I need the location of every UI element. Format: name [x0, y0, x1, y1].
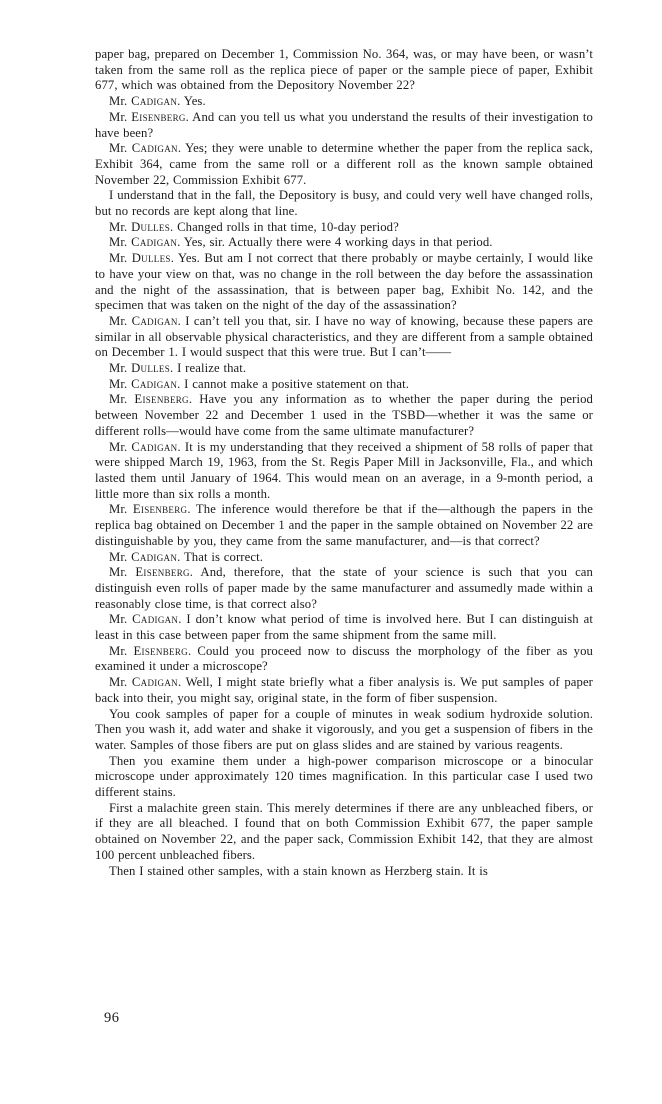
paragraph: I understand that in the fall, the Depository is busy, and could very well have changed rolls, but no records are kept along that line.: [95, 188, 593, 219]
paragraph: First a malachite green stain. This merely determines if there are any unbleached fibers, or if they are all bleached. I found that on both Commission Exhibit 677, the paper sample obtained on November 22, and the paper sack, Commission Exhibit 142, that they are almost 100 percent unbleached fibers.: [95, 800, 593, 862]
paragraph: Mr. Cadigan. I cannot make a positive statement on that.: [109, 376, 410, 391]
paragraph: Mr. Cadigan. It is my understanding that they received a shipment of 58 rolls of paper that were shipped March 19, 1963, from the St. Regis Paper Mill in Jacksonville, Fla., and which lasted them until January of 1964. This would mean on an average, in a 9-month period, a little more than six rolls a month.: [95, 439, 593, 501]
paragraph: Mr. Eisenberg. And, therefore, that the state of your science is such that you can distinguish even rolls of paper made by the same manufacturer and assumedly made within a reasonably close time, is that correct also?: [95, 565, 593, 611]
paragraph: Mr. Dulles. I realize that.: [109, 361, 247, 376]
speaker-name: Cadigan: [131, 313, 178, 328]
paragraph: Mr. Eisenberg. And can you tell us what you understand the results of their investigation to have been?: [95, 109, 593, 140]
paragraph: paper bag, prepared on December 1, Commission No. 364, was, or may have been, or wasn’t taken from the same roll as the replica piece of paper or the sample piece of paper, Exhibit 677, which was obtained from the Depository November 22?: [95, 47, 593, 93]
speaker-name: Eisenberg: [133, 643, 188, 658]
paragraph: You cook samples of paper for a couple of minutes in weak sodium hydroxide solution. Then you wash it, add water and shake it vigorously, and you get a suspension of fibers in the water. Samples of those fibers are put on glass slides and are stained by various reagents.: [95, 706, 593, 752]
paragraph: Mr. Cadigan. That is correct.: [109, 549, 263, 564]
paragraph: Mr. Eisenberg. Could you proceed now to discuss the morphology of the fiber as you examined it under a microscope?: [95, 643, 593, 674]
speaker-name: Cadigan: [131, 235, 178, 250]
paragraph: Mr. Dulles. Changed rolls in that time, 10-day period?: [109, 219, 399, 234]
paragraph: Mr. Dulles. Yes. But am I not correct that there probably or maybe certainly, I would like to have your view on that, was no change in the roll between the day before the assassination and the night of the assassination, that is between paper bag, Exhibit No. 142, and the specimen that was taken on the night of the day of the assassination?: [95, 251, 593, 313]
speaker-name: Cadigan: [132, 612, 179, 627]
paragraph: Mr. Cadigan. Yes.: [109, 94, 206, 109]
page-text: [95, 47, 593, 879]
speaker-name: Cadigan: [131, 549, 178, 564]
page-number: 96: [104, 1010, 120, 1026]
paragraph: Mr. Cadigan. Yes; they were unable to determine whether the paper from the replica sack, Exhibit 364, came from the same roll or a different roll as the known sample obtained November 22, Commission Exhibit 677.: [95, 141, 593, 187]
speaker-name: Eisenberg: [132, 502, 188, 517]
speaker-name: Cadigan: [131, 376, 178, 391]
paragraph: Mr. Cadigan. I don’t know what period of time is involved here. But I can distinguish at least in this case between paper from the same shipment from the same mill.: [95, 612, 593, 643]
paragraph: Then I stained other samples, with a stain known as Herzberg stain. It is: [109, 863, 488, 878]
speaker-name: Dulles: [131, 219, 171, 234]
speaker-name: Dulles: [131, 251, 171, 266]
speaker-name: Cadigan: [131, 439, 178, 454]
paragraph: Mr. Cadigan. Well, I might state briefly what a fiber analysis is. We put samples of paper back into their, you might say, original state, in the form of fiber suspension.: [95, 675, 593, 705]
speaker-name: Eisenberg: [131, 109, 186, 124]
speaker-name: Eisenberg: [135, 565, 190, 580]
speaker-name: Dulles: [131, 361, 171, 376]
speaker-name: Eisenberg: [134, 392, 189, 407]
paragraph: Then you examine them under a high-power comparison microscope or a binocular microscope under approximately 120 times magnification. In this particular case I used two different stains.: [95, 753, 593, 800]
speaker-name: Cadigan: [131, 94, 178, 109]
paragraph: Mr. Eisenberg. Have you any information as to whether the paper during the period between November 22 and December 1 used in the TSBD—whether it was the same or different rolls—would have come from the same ultimate manufacturer?: [95, 392, 593, 438]
paragraph: Mr. Eisenberg. The inference would therefore be that if the—although the papers in the replica bag obtained on December 1 and the paper in the sample obtained on November 22 are distinguishable by you, they came from the same manufacturer, and—is that correct?: [95, 502, 593, 548]
speaker-name: Cadigan: [131, 675, 178, 690]
paragraph: Mr. Cadigan. I can’t tell you that, sir. I have no way of knowing, because these papers are similar in all observable physical characteristics, and they are different from a sample obtained on December 1. I would suspect that this were true. But I can’t——: [95, 313, 593, 360]
paragraph: Mr. Cadigan. Yes, sir. Actually there were 4 working days in that period.: [109, 235, 493, 250]
speaker-name: Cadigan: [131, 141, 178, 156]
